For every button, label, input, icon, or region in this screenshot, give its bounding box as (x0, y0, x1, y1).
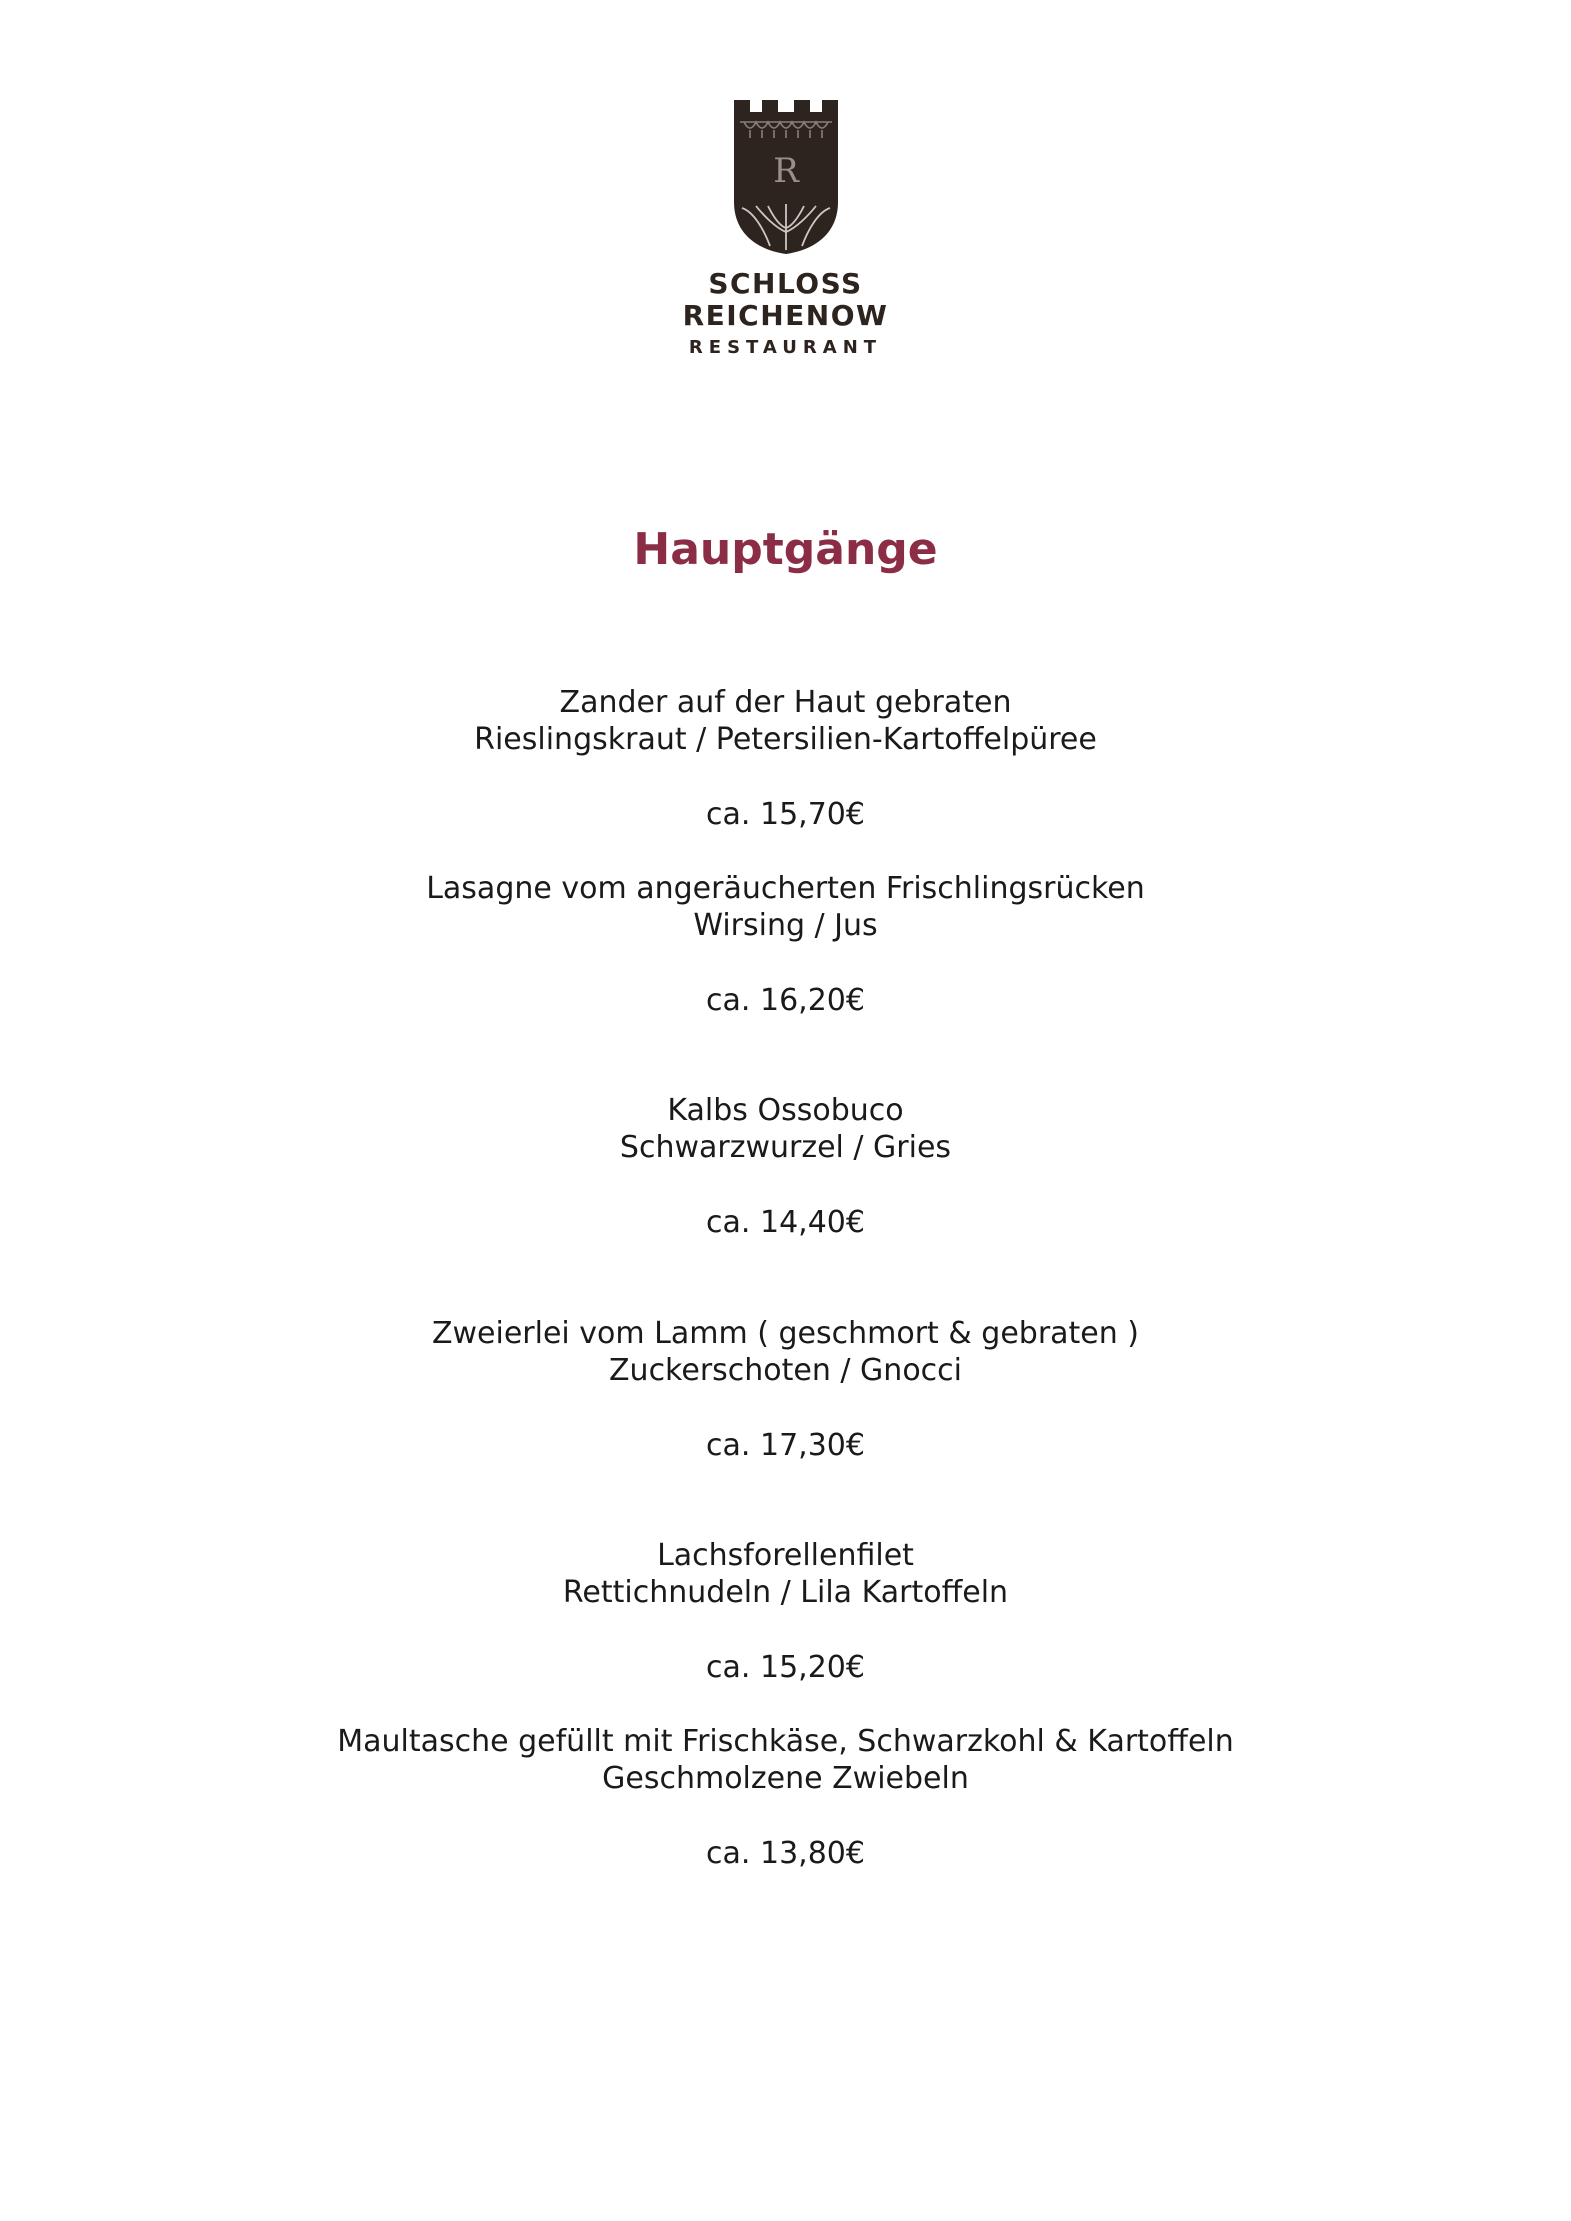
dish-item (0, 1537, 1571, 1686)
dish-sides: Geschmolzene Zwiebeln (602, 1761, 969, 1796)
dish-name: Maultasche gefüllt mit Frischkäse, Schwarzkohl & Kartoffeln (337, 1724, 1234, 1759)
dish-price: ca. 15,70€ (706, 797, 865, 832)
dish-item (0, 1092, 1571, 1241)
dish-sides: Zuckerschoten / Gnocci (609, 1353, 962, 1388)
dish-name: Lasagne vom angeräucherten Frischlingsrücken (426, 871, 1145, 906)
page-title: Hauptgänge (633, 524, 938, 575)
brand-line-1: SCHLOSS (708, 267, 863, 300)
crest-initial: R (772, 151, 799, 191)
dish-sides: Rieslingskraut / Petersilien-Kartoffelpüree (474, 722, 1097, 757)
dish-item (0, 870, 1571, 1019)
castle-crest-icon (734, 100, 838, 254)
dish-price: ca. 14,40€ (706, 1205, 865, 1240)
dish-name: Zweierlei vom Lamm ( geschmort & gebraten ) (431, 1316, 1140, 1351)
dish-sides: Schwarzwurzel / Gries (619, 1130, 952, 1165)
dish-item (0, 1723, 1571, 1872)
dish-sides: Rettichnudeln / Lila Kartoffeln (562, 1575, 1009, 1610)
dish-price: ca. 13,80€ (706, 1836, 865, 1871)
dish-name: Lachsforellenfilet (657, 1538, 914, 1573)
restaurant-logo (0, 100, 1571, 360)
dish-price: ca. 16,20€ (706, 983, 865, 1018)
dish-name: Zander auf der Haut gebraten (559, 685, 1012, 720)
dish-price: ca. 17,30€ (706, 1428, 865, 1463)
dish-sides: Wirsing / Jus (693, 908, 878, 943)
brand-line-2: REICHENOW (682, 299, 889, 332)
dish-item (0, 684, 1571, 833)
dish-item (0, 1315, 1571, 1464)
brand-line-3: RESTAURANT (688, 337, 883, 358)
dish-name: Kalbs Ossobuco (667, 1093, 904, 1128)
dish-price: ca. 15,20€ (706, 1650, 865, 1685)
